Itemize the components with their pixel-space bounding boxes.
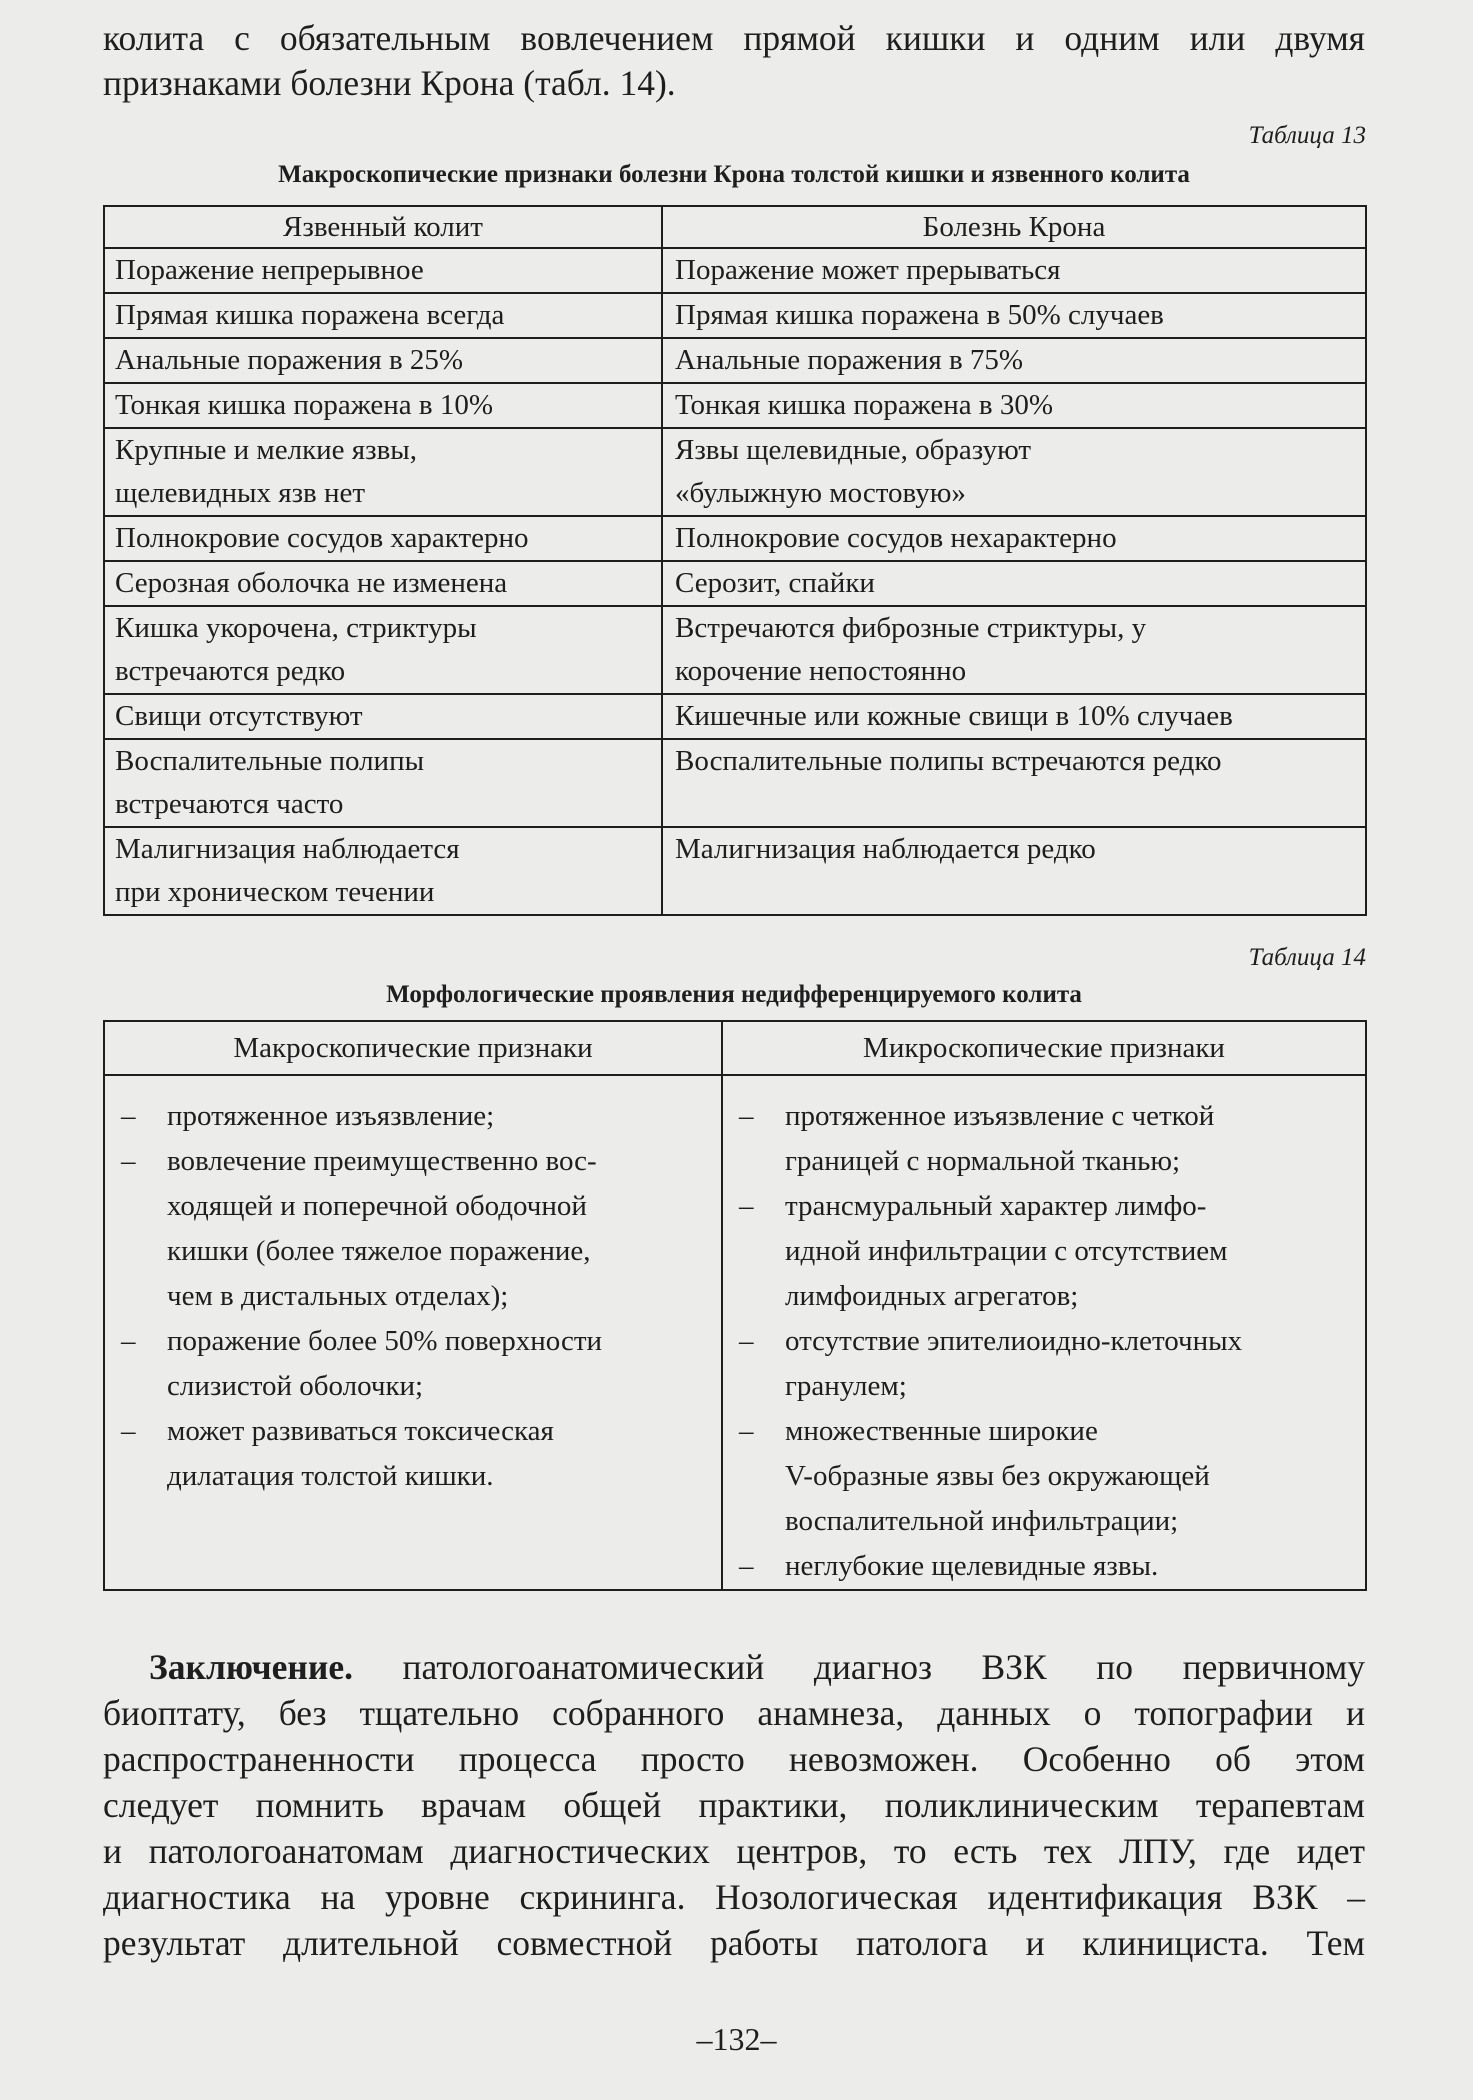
list-item-text: множественные широкие V-образные язвы без окружающей воспалительной инфильтрации; [785, 1415, 1210, 1537]
conclusion-line: результат длительной совместной работы патолога и клинициста. Тем [103, 1923, 1365, 1963]
list-item-text: трансмуральный характер лимфо- идной инфильтрации с отсутствием лимфоидных агрегатов; [785, 1190, 1228, 1312]
ulcerative-colitis-cell: Анальные поражения в 25% [104, 338, 662, 383]
ulcerative-colitis-cell: Поражение непрерывное [104, 248, 662, 293]
table-14-content-row [104, 1075, 1366, 1590]
micro-feature-item [733, 1319, 1355, 1409]
list-dash: – [121, 1325, 136, 1357]
crohn-disease-cell: Встречаются фиброзные стриктуры, у корочение непостоянно [662, 606, 1366, 694]
crohn-disease-cell: Анальные поражения в 75% [662, 338, 1366, 383]
ulcerative-colitis-cell: Воспалительные полипы встречаются часто [104, 739, 662, 827]
conclusion-paragraph [103, 1644, 1365, 1966]
table-13-row [104, 561, 1366, 606]
table-13 [103, 205, 1367, 916]
table-14-header-cell: Микроскопические признаки [722, 1021, 1366, 1075]
macro-feature-item [115, 1139, 711, 1319]
conclusion-line: диагностика на уровне скрининга. Нозологическая идентификация ВЗК – [103, 1877, 1365, 1917]
ulcerative-colitis-cell: Прямая кишка поражена всегда [104, 293, 662, 338]
list-item-text: вовлечение преимущественно вос- ходящей и поперечной ободочной кишки (более тяжелое поражение, чем в дистальных отделах); [167, 1145, 597, 1312]
conclusion-line: и патологоанатомам диагностических центров, то есть тех ЛПУ, где идет [103, 1831, 1365, 1871]
ulcerative-colitis-cell: Кишка укорочена, стриктуры встречаются редко [104, 606, 662, 694]
micro-features-list [733, 1094, 1355, 1589]
list-dash: – [739, 1190, 754, 1222]
list-dash: – [739, 1415, 754, 1447]
table-13-row [104, 606, 1366, 694]
table-13-row [104, 293, 1366, 338]
table-14-label: Таблица 14 [1248, 944, 1366, 971]
crohn-disease-cell: Кишечные или кожные свищи в 10% случаев [662, 694, 1366, 739]
macro-features-list [115, 1094, 711, 1499]
crohn-disease-cell: Прямая кишка поражена в 50% случаев [662, 293, 1366, 338]
list-item-text: поражение более 50% поверхности слизистой оболочки; [167, 1325, 603, 1402]
macro-features-cell [104, 1075, 722, 1590]
list-dash: – [121, 1100, 136, 1132]
table-13-row [104, 739, 1366, 827]
ulcerative-colitis-cell: Тонкая кишка поражена в 10% [104, 383, 662, 428]
list-dash: – [739, 1550, 754, 1582]
ulcerative-colitis-cell: Полнокровие сосудов характерно [104, 516, 662, 561]
list-item-text: отсутствие эпителиоидно-клеточных гранулем; [785, 1325, 1243, 1402]
table-13-row [104, 383, 1366, 428]
table-13-body [104, 248, 1366, 915]
table-13-row [104, 827, 1366, 915]
list-item-text: протяженное изъязвление; [167, 1100, 495, 1132]
list-dash: – [739, 1100, 754, 1132]
crohn-disease-cell: Малигнизация наблюдается редко [662, 827, 1366, 915]
crohn-disease-cell: Воспалительные полипы встречаются редко [662, 739, 1366, 827]
table-14-header-row [104, 1021, 1366, 1075]
table-13-row [104, 428, 1366, 516]
macro-feature-item [115, 1094, 711, 1139]
intro-line: признаками болезни Крона (табл. 14). [103, 63, 676, 103]
table-14 [103, 1020, 1367, 1591]
macro-feature-item [115, 1319, 711, 1409]
crohn-disease-cell: Полнокровие сосудов нехарактерно [662, 516, 1366, 561]
table-13-header-cell: Болезнь Крона [662, 206, 1366, 248]
conclusion-line [103, 1644, 1365, 1690]
table-13-header-cell: Язвенный колит [104, 206, 662, 248]
page-number: –132– [696, 2021, 777, 2057]
micro-feature-item [733, 1184, 1355, 1319]
table-13-title: Макроскопические признаки болезни Крона толстой кишки и язвенного колита [278, 161, 1190, 188]
crohn-disease-cell: Тонкая кишка поражена в 30% [662, 383, 1366, 428]
intro-paragraph [103, 16, 1365, 106]
table-13-row [104, 694, 1366, 739]
table-13-row [104, 248, 1366, 293]
crohn-disease-cell: Язвы щелевидные, образуют «булыжную мостовую» [662, 428, 1366, 516]
ulcerative-colitis-cell: Свищи отсутствуют [104, 694, 662, 739]
micro-feature-item [733, 1544, 1355, 1589]
list-dash: – [121, 1145, 136, 1177]
crohn-disease-cell: Серозит, спайки [662, 561, 1366, 606]
table-14-header-cell: Макроскопические признаки [104, 1021, 722, 1075]
table-13-label: Таблица 13 [1248, 122, 1366, 149]
conclusion-line: следует помнить врачам общей практики, поликлиническим терапевтам [103, 1785, 1365, 1825]
crohn-disease-cell: Поражение может прерываться [662, 248, 1366, 293]
ulcerative-colitis-cell: Малигнизация наблюдается при хроническом течении [104, 827, 662, 915]
table-13-row [104, 338, 1366, 383]
micro-feature-item [733, 1409, 1355, 1544]
table-13-header-row [104, 206, 1366, 248]
conclusion-text: патологоанатомический диагноз ВЗК по первичному [402, 1647, 1365, 1687]
ulcerative-colitis-cell: Серозная оболочка не изменена [104, 561, 662, 606]
ulcerative-colitis-cell: Крупные и мелкие язвы, щелевидных язв нет [104, 428, 662, 516]
table-14-title: Морфологические проявления недифференцируемого колита [386, 981, 1082, 1008]
macro-feature-item [115, 1409, 711, 1499]
conclusion-line: распространенности процесса просто невозможен. Особенно об этом [103, 1739, 1365, 1779]
conclusion-label: Заключение. [149, 1647, 353, 1687]
micro-feature-item [733, 1094, 1355, 1184]
list-item-text: неглубокие щелевидные язвы. [785, 1550, 1159, 1582]
conclusion-line: биоптату, без тщательно собранного анамнеза, данных о топографии и [103, 1693, 1365, 1733]
list-item-text: протяженное изъязвление с четкой границей с нормальной тканью; [785, 1100, 1215, 1177]
intro-line: колита с обязательным вовлечением прямой кишки и одним или двумя [103, 18, 1365, 58]
micro-features-cell [722, 1075, 1366, 1590]
list-dash: – [739, 1325, 754, 1357]
list-item-text: может развиваться токсическая дилатация толстой кишки. [167, 1415, 554, 1492]
list-dash: – [121, 1415, 136, 1447]
table-13-row [104, 516, 1366, 561]
